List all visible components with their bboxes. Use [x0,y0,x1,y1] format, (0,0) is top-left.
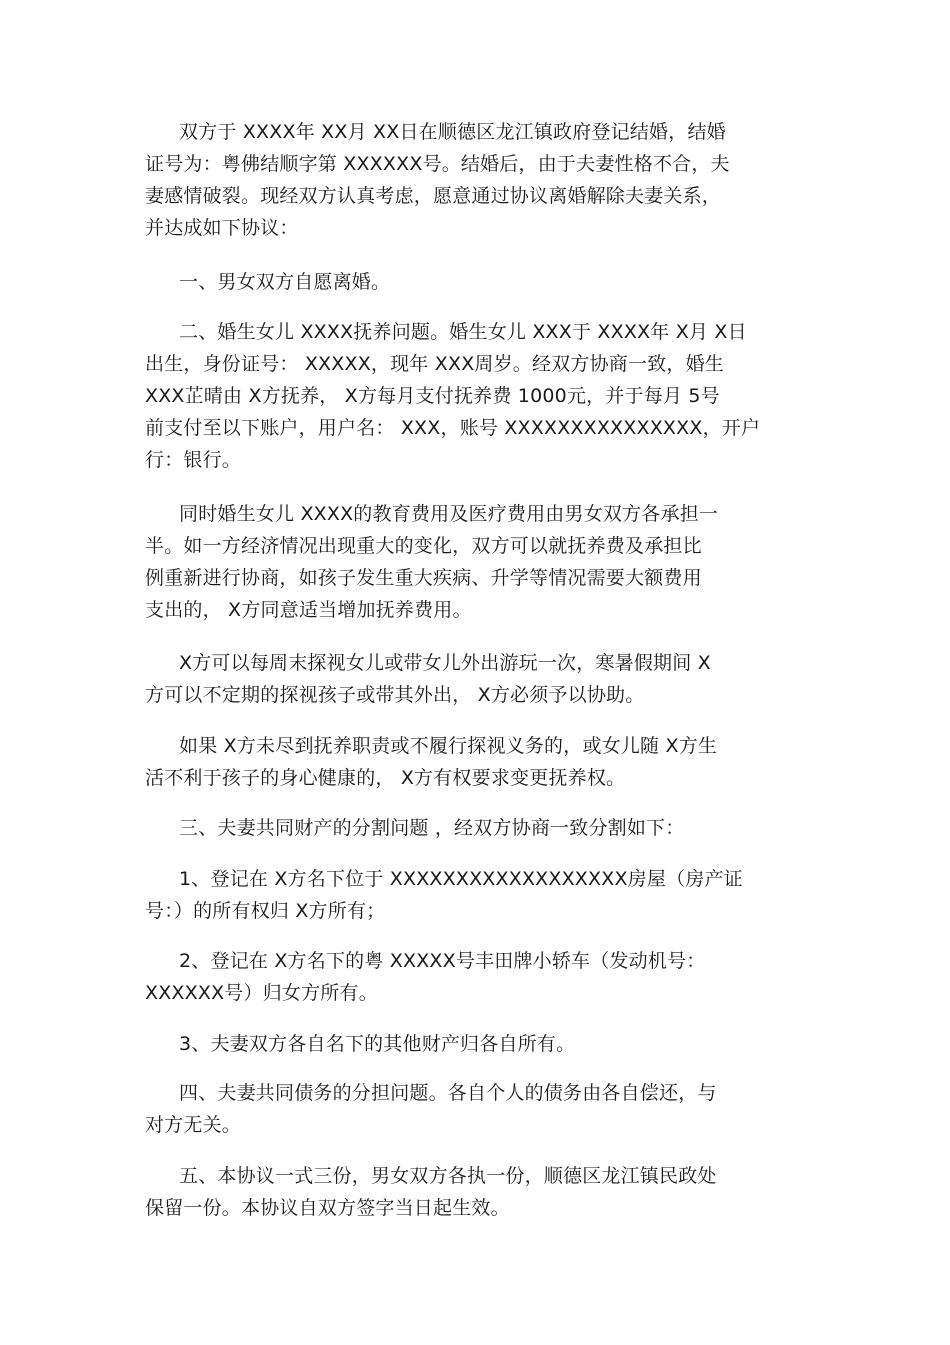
text-line: 妻感情破裂。现经双方认真考虑，愿意通过协议离婚解除夫妻关系， [145,185,722,207]
text-line: 双方于 XXXX年 XX月 XX日在顺德区龙江镇政府登记结婚，结婚 [179,121,726,143]
text-line: 四、夫妻共同债务的分担问题。各自个人的债务由各自偿还，与 [179,1082,717,1104]
text-line: 三、夫妻共同财产的分割问题 ，经双方协商一致分割如下： [179,817,685,839]
paragraph-visitation [145,647,810,711]
text-line: 证号为：粤佛结顺字第 XXXXXX号。结婚后，由于夫妻性格不合，夫 [145,153,730,175]
paragraph-custody-change [145,730,810,794]
text-line: 活不利于孩子的身心健康的， X方有权要求变更抚养权。 [145,767,626,789]
paragraph-clause-5-copies [145,1160,810,1224]
text-line: XXX芷晴由 X方抚养， X方每月支付抚养费 1000元，并于每月 5号 [145,385,720,407]
paragraph-education-medical-costs [145,498,810,626]
paragraph-marriage-statement [145,116,810,244]
paragraph-clause-3-property [145,812,810,844]
text-line: 同时婚生女儿 XXXX的教育费用及医疗费用由男女双方各承担一 [179,503,719,525]
paragraph-property-2-car [145,945,810,1009]
text-line: 行：银行。 [145,449,242,471]
text-line: 二、婚生女儿 XXXX抚养问题。婚生女儿 XXX于 XXXX年 X月 X日 [179,321,747,343]
text-line: 半。如一方经济情况出现重大的变化，双方可以就抚养费及承担比 [145,535,702,557]
text-line: 如果 X方未尽到抚养职责或不履行探视义务的，或女儿随 X方生 [179,735,718,757]
paragraph-property-3-other [145,1028,810,1060]
text-line: 保留一份。本协议自双方签字当日起生效。 [145,1197,510,1219]
paragraph-clause-1 [145,266,810,298]
text-line: 方可以不定期的探视孩子或带其外出， X方必须予以协助。 [145,684,645,706]
text-line: 2、登记在 X方名下的粤 XXXXX号丰田牌小轿车（发动机号： [179,950,706,972]
text-line: 对方无关。 [145,1114,242,1136]
text-line: 3、夫妻双方各自名下的其他财产归各自所有。 [179,1033,576,1055]
text-line: X方可以每周末探视女儿或带女儿外出游玩一次，寒暑假期间 X [179,652,711,674]
text-line: 支出的， X方同意适当增加抚养费用。 [145,599,472,621]
paragraph-clause-2-custody [145,316,810,476]
text-line: 例重新进行协商，如孩子发生重大疾病、升学等情况需要大额费用 [145,567,702,589]
text-line: 并达成如下协议： [145,217,299,239]
text-line: 1、登记在 X方名下位于 XXXXXXXXXXXXXXXXXX房屋（房产证 [179,868,743,890]
text-line: 出生，身份证号： XXXXX，现年 XXX周岁。经双方协商一致，婚生 [145,353,725,375]
paragraph-clause-4-debt [145,1077,810,1141]
text-line: 一、男女双方自愿离婚。 [179,271,391,293]
text-line: XXXXXX号）归女方所有。 [145,982,378,1004]
paragraph-property-1-house [145,863,810,927]
text-line: 前支付至以下账户，用户名： XXX，账号 XXXXXXXXXXXXXXX，开户 [145,417,761,439]
text-line: 五、本协议一式三份，男女双方各执一份，顺德区龙江镇民政处 [179,1165,717,1187]
text-line: 号：）的所有权归 X方所有； [145,900,386,922]
